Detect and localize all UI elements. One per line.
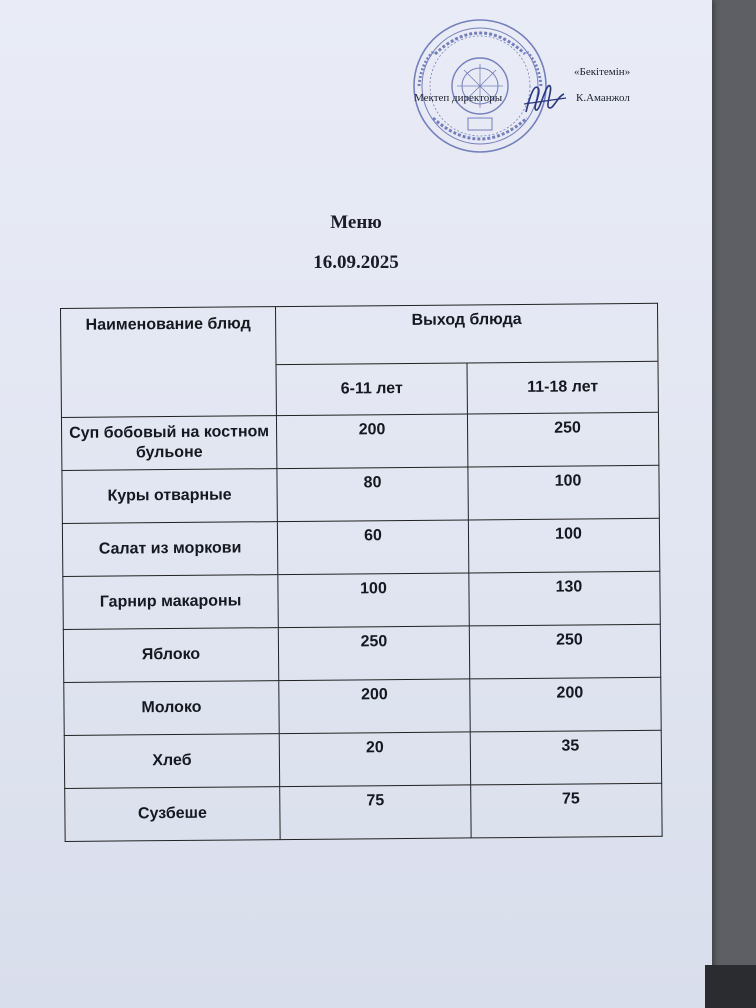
table-row — [64, 730, 661, 788]
dish-name-cell: Молоко — [64, 681, 279, 736]
portion-11-18-cell: 200 — [470, 677, 661, 732]
portion-11-18-cell: 100 — [468, 465, 659, 520]
document-title: Меню — [330, 212, 382, 233]
table-row — [64, 677, 661, 735]
portion-6-11-cell: 60 — [277, 520, 468, 575]
column-header-age-11-18: 11-18 лет — [467, 361, 658, 414]
portion-11-18-cell: 250 — [467, 412, 658, 467]
document-date: 16.09.2025 — [313, 252, 399, 273]
portion-6-11-cell: 200 — [276, 414, 467, 469]
dish-name-cell: Салат из моркови — [62, 522, 277, 577]
table-row — [62, 465, 659, 523]
table-row — [62, 518, 659, 576]
column-header-dish-name: Наименование блюд — [61, 307, 277, 418]
table-row — [61, 412, 658, 470]
table-row — [63, 571, 660, 629]
portion-11-18-cell: 130 — [469, 571, 660, 626]
background-surface — [705, 965, 756, 1008]
dish-name-cell: Хлеб — [64, 734, 279, 789]
table-row — [63, 624, 660, 682]
table-header-row — [61, 303, 658, 366]
dish-name-cell: Сузбеше — [65, 787, 280, 842]
menu-table — [60, 303, 663, 842]
portion-6-11-cell: 80 — [277, 467, 468, 522]
portion-6-11-cell: 75 — [280, 785, 471, 840]
dish-name-cell: Гарнир макароны — [63, 575, 278, 630]
director-title: Мектеп директоры — [414, 92, 503, 104]
dish-name-cell: Яблоко — [63, 628, 278, 683]
dish-name-cell: Суп бобовый на костном бульоне — [61, 416, 276, 471]
director-name: К.Аманжол — [576, 92, 630, 104]
dish-name-cell: Куры отварные — [62, 469, 277, 524]
portion-6-11-cell: 250 — [278, 626, 469, 681]
column-header-output: Выход блюда — [275, 303, 657, 364]
table-row — [65, 783, 662, 841]
portion-11-18-cell: 100 — [468, 518, 659, 573]
portion-11-18-cell: 35 — [470, 730, 661, 785]
portion-6-11-cell: 20 — [279, 732, 470, 787]
approve-label: «Бекітемін» — [574, 66, 631, 78]
portion-11-18-cell: 250 — [469, 624, 660, 679]
portion-6-11-cell: 200 — [279, 679, 470, 734]
portion-11-18-cell: 75 — [471, 783, 662, 838]
portion-6-11-cell: 100 — [278, 573, 469, 628]
column-header-age-6-11: 6-11 лет — [276, 363, 467, 416]
director-signature — [520, 78, 570, 122]
